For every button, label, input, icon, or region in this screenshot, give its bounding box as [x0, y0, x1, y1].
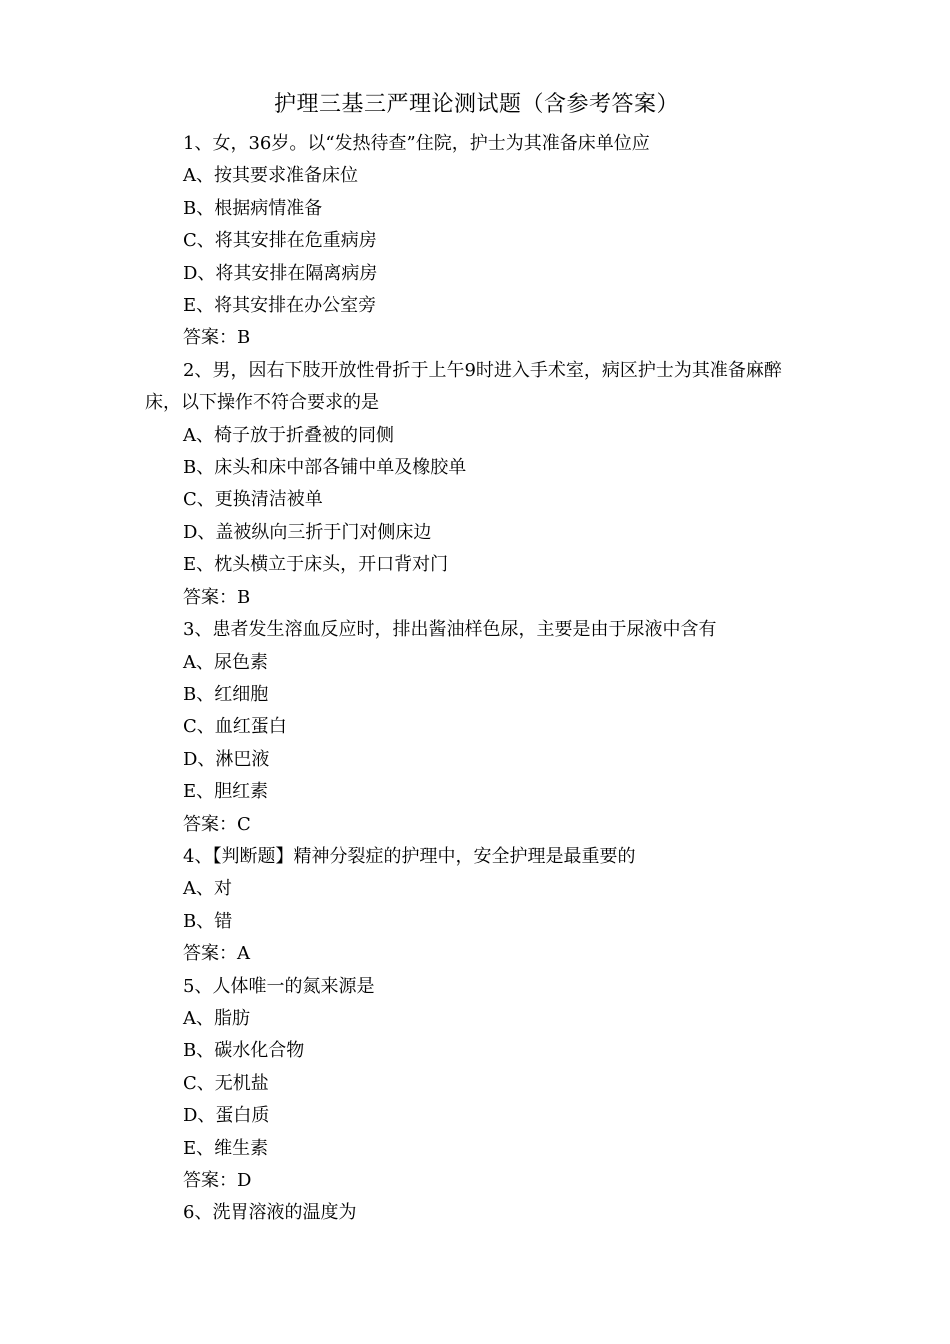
option-e: E、胆红素: [183, 781, 269, 803]
option-a: A、按其要求准备床位: [183, 165, 358, 187]
option-d: D、盖被纵向三折于门对侧床边: [183, 521, 432, 543]
question-block-3: [145, 614, 808, 841]
option-a: A、对: [183, 878, 232, 900]
option-a: A、椅子放于折叠被的同侧: [183, 424, 394, 446]
option-e: E、枕头横立于床头，开口背对门: [183, 554, 449, 576]
answer-line: 答案：C: [183, 813, 251, 835]
option-b: B、碳水化合物: [183, 1040, 305, 1062]
option-a: A、尿色素: [183, 651, 268, 673]
question-text: 6、洗胃溶液的温度为: [183, 1202, 357, 1224]
question-block-6: [145, 1197, 808, 1229]
question-block-1: [145, 128, 808, 355]
option-e: E、维生素: [183, 1137, 269, 1159]
option-b: B、错: [183, 910, 233, 932]
answer-line: 答案：B: [183, 327, 251, 349]
answer-line: 答案：B: [183, 586, 251, 608]
question-text: 2、男，因右下肢开放性骨折于上午9时进入手术室，病区护士为其准备麻醉床，以下操作不符合要求的是: [145, 359, 782, 414]
option-b: B、红细胞: [183, 683, 269, 705]
question-text: 1、女，36岁。以“发热待查”住院，护士为其准备床单位应: [183, 133, 650, 154]
question-text: 3、患者发生溶血反应时，排出酱油样色尿，主要是由于尿液中含有: [183, 619, 717, 641]
question-block-4: [145, 841, 808, 971]
option-c: C、血红蛋白: [183, 716, 287, 738]
answer-line: 答案：D: [183, 1170, 252, 1191]
question-block-5: [145, 971, 808, 1198]
option-d: D、将其安排在隔离病房: [183, 262, 378, 284]
option-d: D、淋巴液: [183, 748, 270, 770]
option-e: E、将其安排在办公室旁: [183, 295, 377, 317]
option-c: C、更换清洁被单: [183, 489, 323, 511]
option-b: B、根据病情准备: [183, 197, 323, 219]
option-c: C、无机盐: [183, 1072, 269, 1094]
option-c: C、将其安排在危重病房: [183, 230, 377, 252]
option-a: A、脂肪: [183, 1007, 250, 1029]
option-b: B、床头和床中部各铺中单及橡胶单: [183, 457, 467, 479]
question-text: 4、【判断题】精神分裂症的护理中，安全护理是最重要的: [183, 845, 636, 867]
question-block-2: [145, 355, 808, 614]
question-text: 5、人体唯一的氮来源是: [183, 975, 375, 997]
answer-line: 答案：A: [183, 943, 250, 965]
document-title: 护理三基三严理论测试题（含参考答案）: [273, 92, 679, 117]
option-d: D、蛋白质: [183, 1105, 270, 1127]
